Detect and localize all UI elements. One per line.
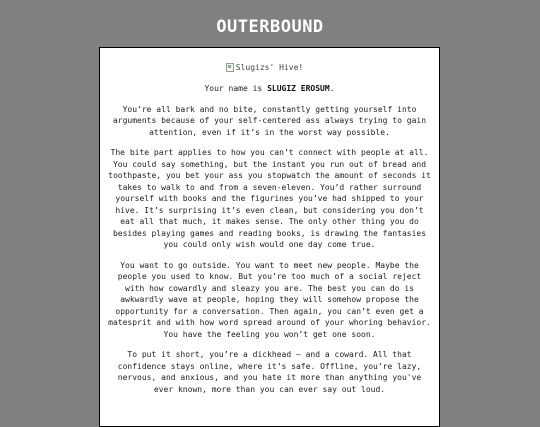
profile-text: [107, 83, 432, 395]
paragraph-4: To put it short, you’re a dickhead — and a coward. All that confidence stays online, where it’s safe. Offline, you’re lazy, nervous, and anxious, and you hate it more than anything you've ever known, more than you can ever say out loud.: [117, 350, 422, 394]
content-box: [99, 47, 440, 427]
name-line: [107, 83, 432, 95]
broken-image-icon: [226, 63, 234, 72]
paragraph-2: The bite part applies to how you can’t connect with people at all. You could say something, but the instant you run out of bread and toothpaste, you bet your ass you stopwatch the amount of seconds it takes to walk to and from a seven-eleven. You’d rather surround yourself with books and the figurines you’ve had shipped to your hive. It’s surprising it’s even clean, but considering you don’t eat all that much, it makes sense. The only other thing you do besides playing games and reading books, is drawing the fantasies you could only wish would one day come true.: [108, 148, 431, 249]
name-suffix: .: [329, 84, 335, 93]
site-title: OUTERBOUND: [216, 17, 324, 37]
hive-image: [107, 57, 432, 71]
name-prefix: Your name is: [204, 84, 268, 93]
paragraph-1: You’re all bark and no bite, constantly getting yourself into arguments because of your self-centered ass always trying to gain attention, even if it’s in the worst way possible.: [112, 104, 427, 137]
character-name: SLUGIZ EROSUM: [267, 84, 330, 93]
image-alt-text: Slugizs' Hive!: [235, 62, 304, 72]
paragraph-3: You want to go outside. You want to meet new people. Maybe the people you used to know. But you’re too much of a social reject with how cowardly and sleazy you are. The best you can do is awkwardly wave at people, hoping they will somehow propose the opportunity for a conversation. Then again, you can’t even get a matesprit and with how word spread around of your whoring behavior. You have the feeling you won’t get one soon.: [108, 260, 431, 339]
broken-image: [226, 62, 303, 74]
